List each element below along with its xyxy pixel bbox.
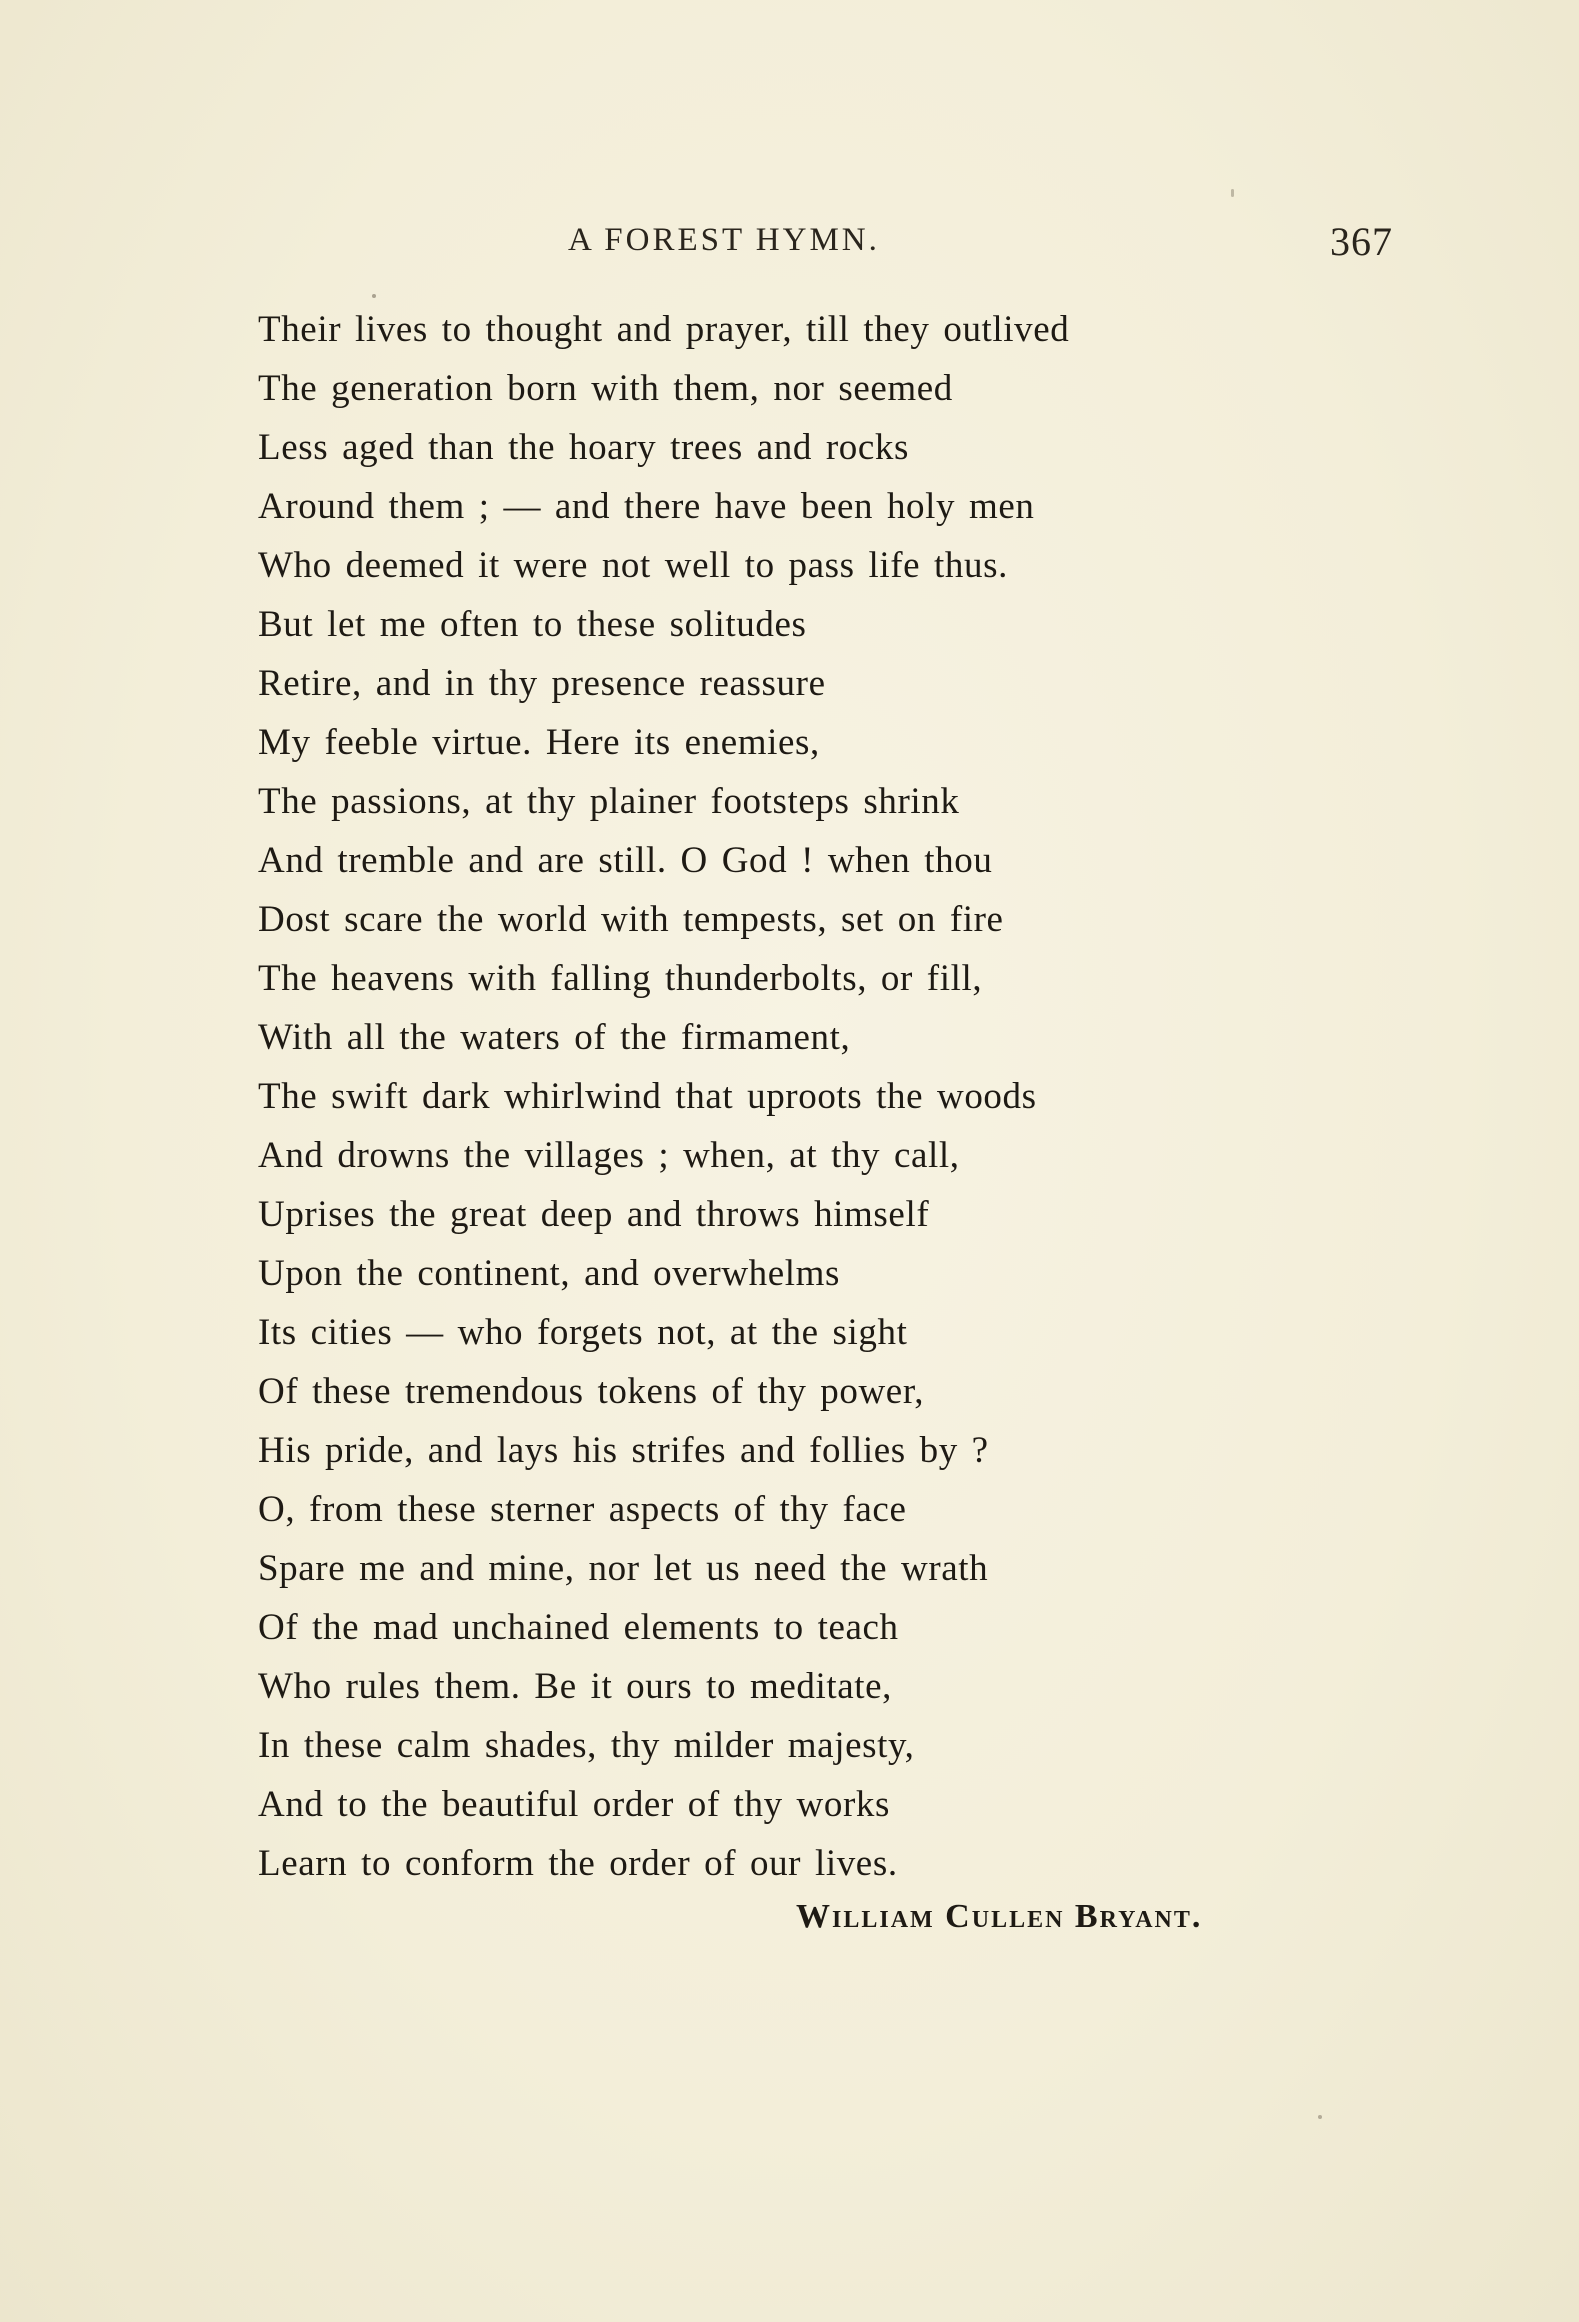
poem-line: And tremble and are still. O God ! when thou	[258, 840, 993, 881]
paper-speck	[1318, 2115, 1322, 2119]
poem-line: Learn to conform the order of our lives.	[258, 1843, 898, 1884]
poem-line: The swift dark whirlwind that uproots the woods	[258, 1076, 1037, 1117]
poem-line: Of these tremendous tokens of thy power,	[258, 1371, 925, 1412]
poem-line: Dost scare the world with tempests, set on fire	[258, 899, 1004, 940]
poem-line: And drowns the villages ; when, at thy call,	[258, 1135, 960, 1176]
poem-line: Upon the continent, and overwhelms	[258, 1253, 841, 1294]
poem-line: Uprises the great deep and throws himself	[258, 1194, 930, 1235]
poem-line: Retire, and in thy presence reassure	[258, 663, 826, 704]
poem-line: And to the beautiful order of thy works	[258, 1784, 890, 1825]
paper-speck	[372, 294, 376, 298]
poem-line: Who rules them. Be it ours to meditate,	[258, 1666, 893, 1707]
poem-line: In these calm shades, thy milder majesty,	[258, 1725, 915, 1766]
poem-text	[258, 300, 1408, 1893]
author-attribution: William Cullen Bryant.	[796, 1898, 1203, 1935]
running-title: A FOREST HYMN.	[568, 222, 880, 258]
poem-line: With all the waters of the firmament,	[258, 1017, 851, 1058]
running-head	[0, 219, 1579, 272]
page-number: 367	[1330, 219, 1393, 264]
poem-line: Who deemed it were not well to pass life thus.	[258, 545, 1008, 586]
poem-line: My feeble virtue. Here its enemies,	[258, 722, 820, 763]
poem-line: The passions, at thy plainer footsteps shrink	[258, 781, 960, 822]
poem-line: The heavens with falling thunderbolts, or fill,	[258, 958, 983, 999]
poem-line: His pride, and lays his strifes and follies by ?	[258, 1430, 989, 1471]
poem-line: Spare me and mine, nor let us need the wrath	[258, 1548, 989, 1589]
poem-line: Its cities — who forgets not, at the sight	[258, 1312, 908, 1353]
poem-line: O, from these sterner aspects of thy face	[258, 1489, 907, 1530]
poem-line: But let me often to these solitudes	[258, 604, 807, 645]
paper-speck	[1231, 189, 1234, 197]
poem-line: Around them ; — and there have been holy men	[258, 486, 1035, 527]
poem-line: Less aged than the hoary trees and rocks	[258, 427, 909, 468]
poem-line: Their lives to thought and prayer, till they outlived	[258, 309, 1070, 350]
poem-line: Of the mad unchained elements to teach	[258, 1607, 899, 1648]
poem-line: The generation born with them, nor seemed	[258, 368, 953, 409]
